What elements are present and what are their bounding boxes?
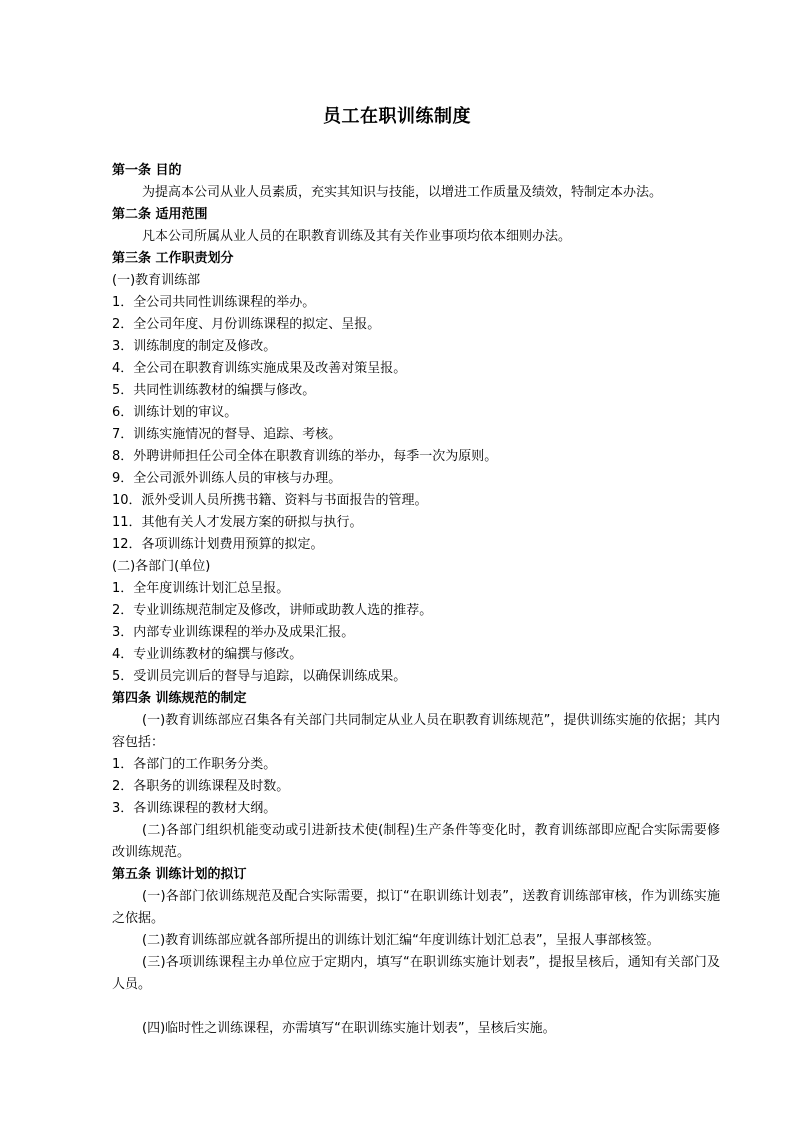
- list-item: 2．全公司年度、月份训练课程的拟定、呈报。: [112, 317, 381, 332]
- list-item: 12．各项训练计划费用预算的拟定。: [112, 537, 324, 552]
- section-heading: 第三条 工作职责划分: [112, 251, 234, 266]
- list-item: 2．专业训练规范制定及修改，讲师或助教人选的推荐。: [112, 603, 433, 618]
- paragraph-gap: [112, 996, 720, 1018]
- list-item: 5．共同性训练教材的编撰与修改。: [112, 383, 316, 398]
- list-item: (一)教育训练部: [112, 273, 201, 288]
- list-item: 11．其他有关人才发展方案的研拟与执行。: [112, 515, 363, 530]
- list-item: 1．全年度训练计划汇总呈报。: [112, 581, 290, 596]
- list-item: 3．训练制度的制定及修改。: [112, 339, 277, 354]
- section-heading: 第二条 适用范围: [112, 207, 208, 222]
- paragraph: (二)各部门组织机能变动或引进新技术使(制程)生产条件等变化时，教育训练部即应配合实际需要修改训练规范。: [112, 823, 720, 860]
- paragraph: (二)教育训练部应就各部所提出的训练计划汇编“年度训练计划汇总表”，呈报人事部核签。: [142, 933, 660, 948]
- paragraph: (四)临时性之训练课程，亦需填写“在职训练实施计划表”，呈核后实施。: [142, 1021, 556, 1036]
- paragraph: (一)各部门依训练规范及配合实际需要，拟订“在职训练计划表”，送教育训练部审核，作为训练实施之依据。: [112, 889, 720, 926]
- document-title: 员工在职训练制度: [323, 106, 471, 127]
- list-item: 7．训练实施情况的督导、追踪、考核。: [112, 427, 342, 442]
- list-item: 4．专业训练教材的编撰与修改。: [112, 647, 303, 662]
- list-item: 8．外聘讲师担任公司全体在职教育训练的举办，每季一次为原则。: [112, 449, 498, 464]
- list-item: 2．各职务的训练课程及时数。: [112, 779, 290, 794]
- section-heading: 第一条 目的: [112, 163, 182, 178]
- section-heading: 第四条 训练规范的制定: [112, 691, 247, 706]
- paragraph: (一)教育训练部应召集各有关部门共同制定从业人员在职教育训练规范”，提供训练实施的依据；其内容包括：: [112, 713, 720, 750]
- paragraph: 为提高本公司从业人员素质，充实其知识与技能，以增进工作质量及绩效，特制定本办法。: [142, 185, 663, 200]
- list-item: 6．训练计划的审议。: [112, 405, 238, 420]
- section-heading: 第五条 训练计划的拟订: [112, 867, 247, 882]
- document-body: [112, 160, 720, 1040]
- paragraph: (三)各项训练课程主办单位应于定期内，填写“在职训练实施计划表”，提报呈核后，通知有关部门及人员。: [112, 955, 720, 992]
- list-item: 1．各部门的工作职务分类。: [112, 757, 277, 772]
- list-item: 3．各训练课程的教材大纲。: [112, 801, 277, 816]
- paragraph: 凡本公司所属从业人员的在职教育训练及其有关作业事项均依本细则办法。: [142, 229, 572, 244]
- list-item: 9．全公司派外训练人员的审核与办理。: [112, 471, 342, 486]
- list-item: 1．全公司共同性训练课程的举办。: [112, 295, 316, 310]
- list-item: 10．派外受训人员所携书籍、资料与书面报告的管理。: [112, 493, 428, 508]
- list-item: (二)各部门(单位): [112, 559, 211, 574]
- list-item: 5．受训员完训后的督导与追踪，以确保训练成果。: [112, 669, 407, 684]
- list-item: 3．内部专业训练课程的举办及成果汇报。: [112, 625, 355, 640]
- list-item: 4．全公司在职教育训练实施成果及改善对策呈报。: [112, 361, 407, 376]
